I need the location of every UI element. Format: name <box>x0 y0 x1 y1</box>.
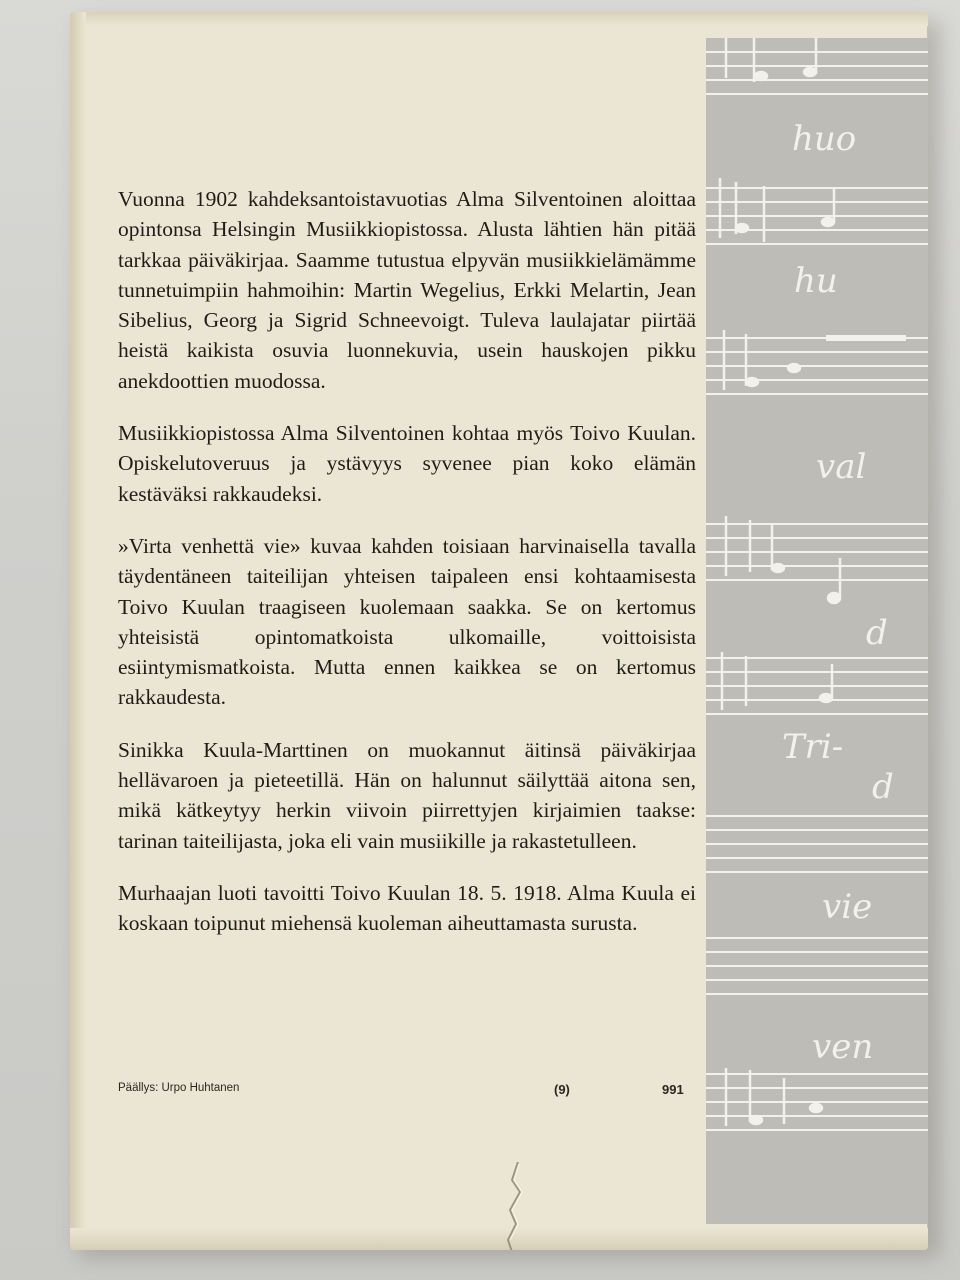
cover-top-edge <box>70 12 928 26</box>
cover-designer-credit: Päällys: Urpo Huhtanen <box>118 1082 240 1094</box>
lyric-word-5: Tri- <box>782 727 844 767</box>
catalog-code: (9) <box>554 1082 570 1097</box>
lyric-word-3: val <box>816 447 867 487</box>
lyric-word-6: d <box>872 767 894 807</box>
cover-tear <box>500 1162 530 1250</box>
staff-lines <box>706 52 928 1130</box>
lyric-word-7: vie <box>822 887 873 927</box>
manuscript-illustration <box>706 38 928 1224</box>
paragraph-1: Vuonna 1902 kahdeksantoistavuotias Alma Silventoinen aloittaa opintonsa Helsingin Musiikkiopistossa. Alusta lähtien hän pitää tarkkaa päiväkirjaa. Saamme tutustua elpyvän musiikkielämämme tunnetuimpiin hahmoihin: Martin Wegelius, Erkki Melartin, Jean Sibelius, Georg ja Sigrid Schneevoigt. Tuleva laulajatar piirtää heistä kaikista osuvia luonnekuvia, usein hauskojen pikku anekdoottien muodossa. <box>118 187 696 393</box>
cover-bottom-edge <box>70 1228 928 1250</box>
lyric-word-8: ven <box>812 1027 874 1067</box>
paragraph-5: Murhaajan luoti tavoitti Toivo Kuulan 18. 5. 1918. Alma Kuula ei koskaan toipunut miehensä kuoleman aiheuttamasta surusta. <box>118 880 696 936</box>
lyric-word-4: d <box>866 613 888 653</box>
paragraph-4: Sinikka Kuula-Marttinen on muokannut äitinsä päiväkirjaa hellävaroen ja pieteetillä. Hän on halunnut säilyttää aitona sen, mikä kätkeytyy herkin viivoin piirrettyjen kirjaimien taakse: tarinan taiteilijasta, joka eli vain musiikille ja rakastetulleen. <box>118 737 696 853</box>
lyric-word-1: huo <box>792 119 857 159</box>
book-back-cover <box>70 12 928 1250</box>
cover-left-edge <box>70 12 86 1250</box>
blurb-text <box>118 184 696 961</box>
manuscript-strip <box>706 38 928 1224</box>
lyric-word-2: hu <box>794 261 838 301</box>
catalog-number: 991 <box>662 1082 684 1097</box>
paragraph-2: Musiikkiopistossa Alma Silventoinen kohtaa myös Toivo Kuulan. Opiskelutoveruus ja ystävyys syvenee pian koko elämän kestäväksi rakkaudeksi. <box>118 421 696 506</box>
paragraph-3: »Virta venhettä vie» kuvaa kahden toisiaan harvinaisella tavalla täydentäneen taiteilijan yhteisen taipaleen ensi kohtaamisesta Toivo Kuulan traagiseen kuolemaan saakka. Se on kertomus yhteisistä opintomatkoista ulkomaille, voittoisista esiintymismatkoista. Mutta ennen kaikkea se on kertomus rakkaudesta. <box>118 533 696 710</box>
